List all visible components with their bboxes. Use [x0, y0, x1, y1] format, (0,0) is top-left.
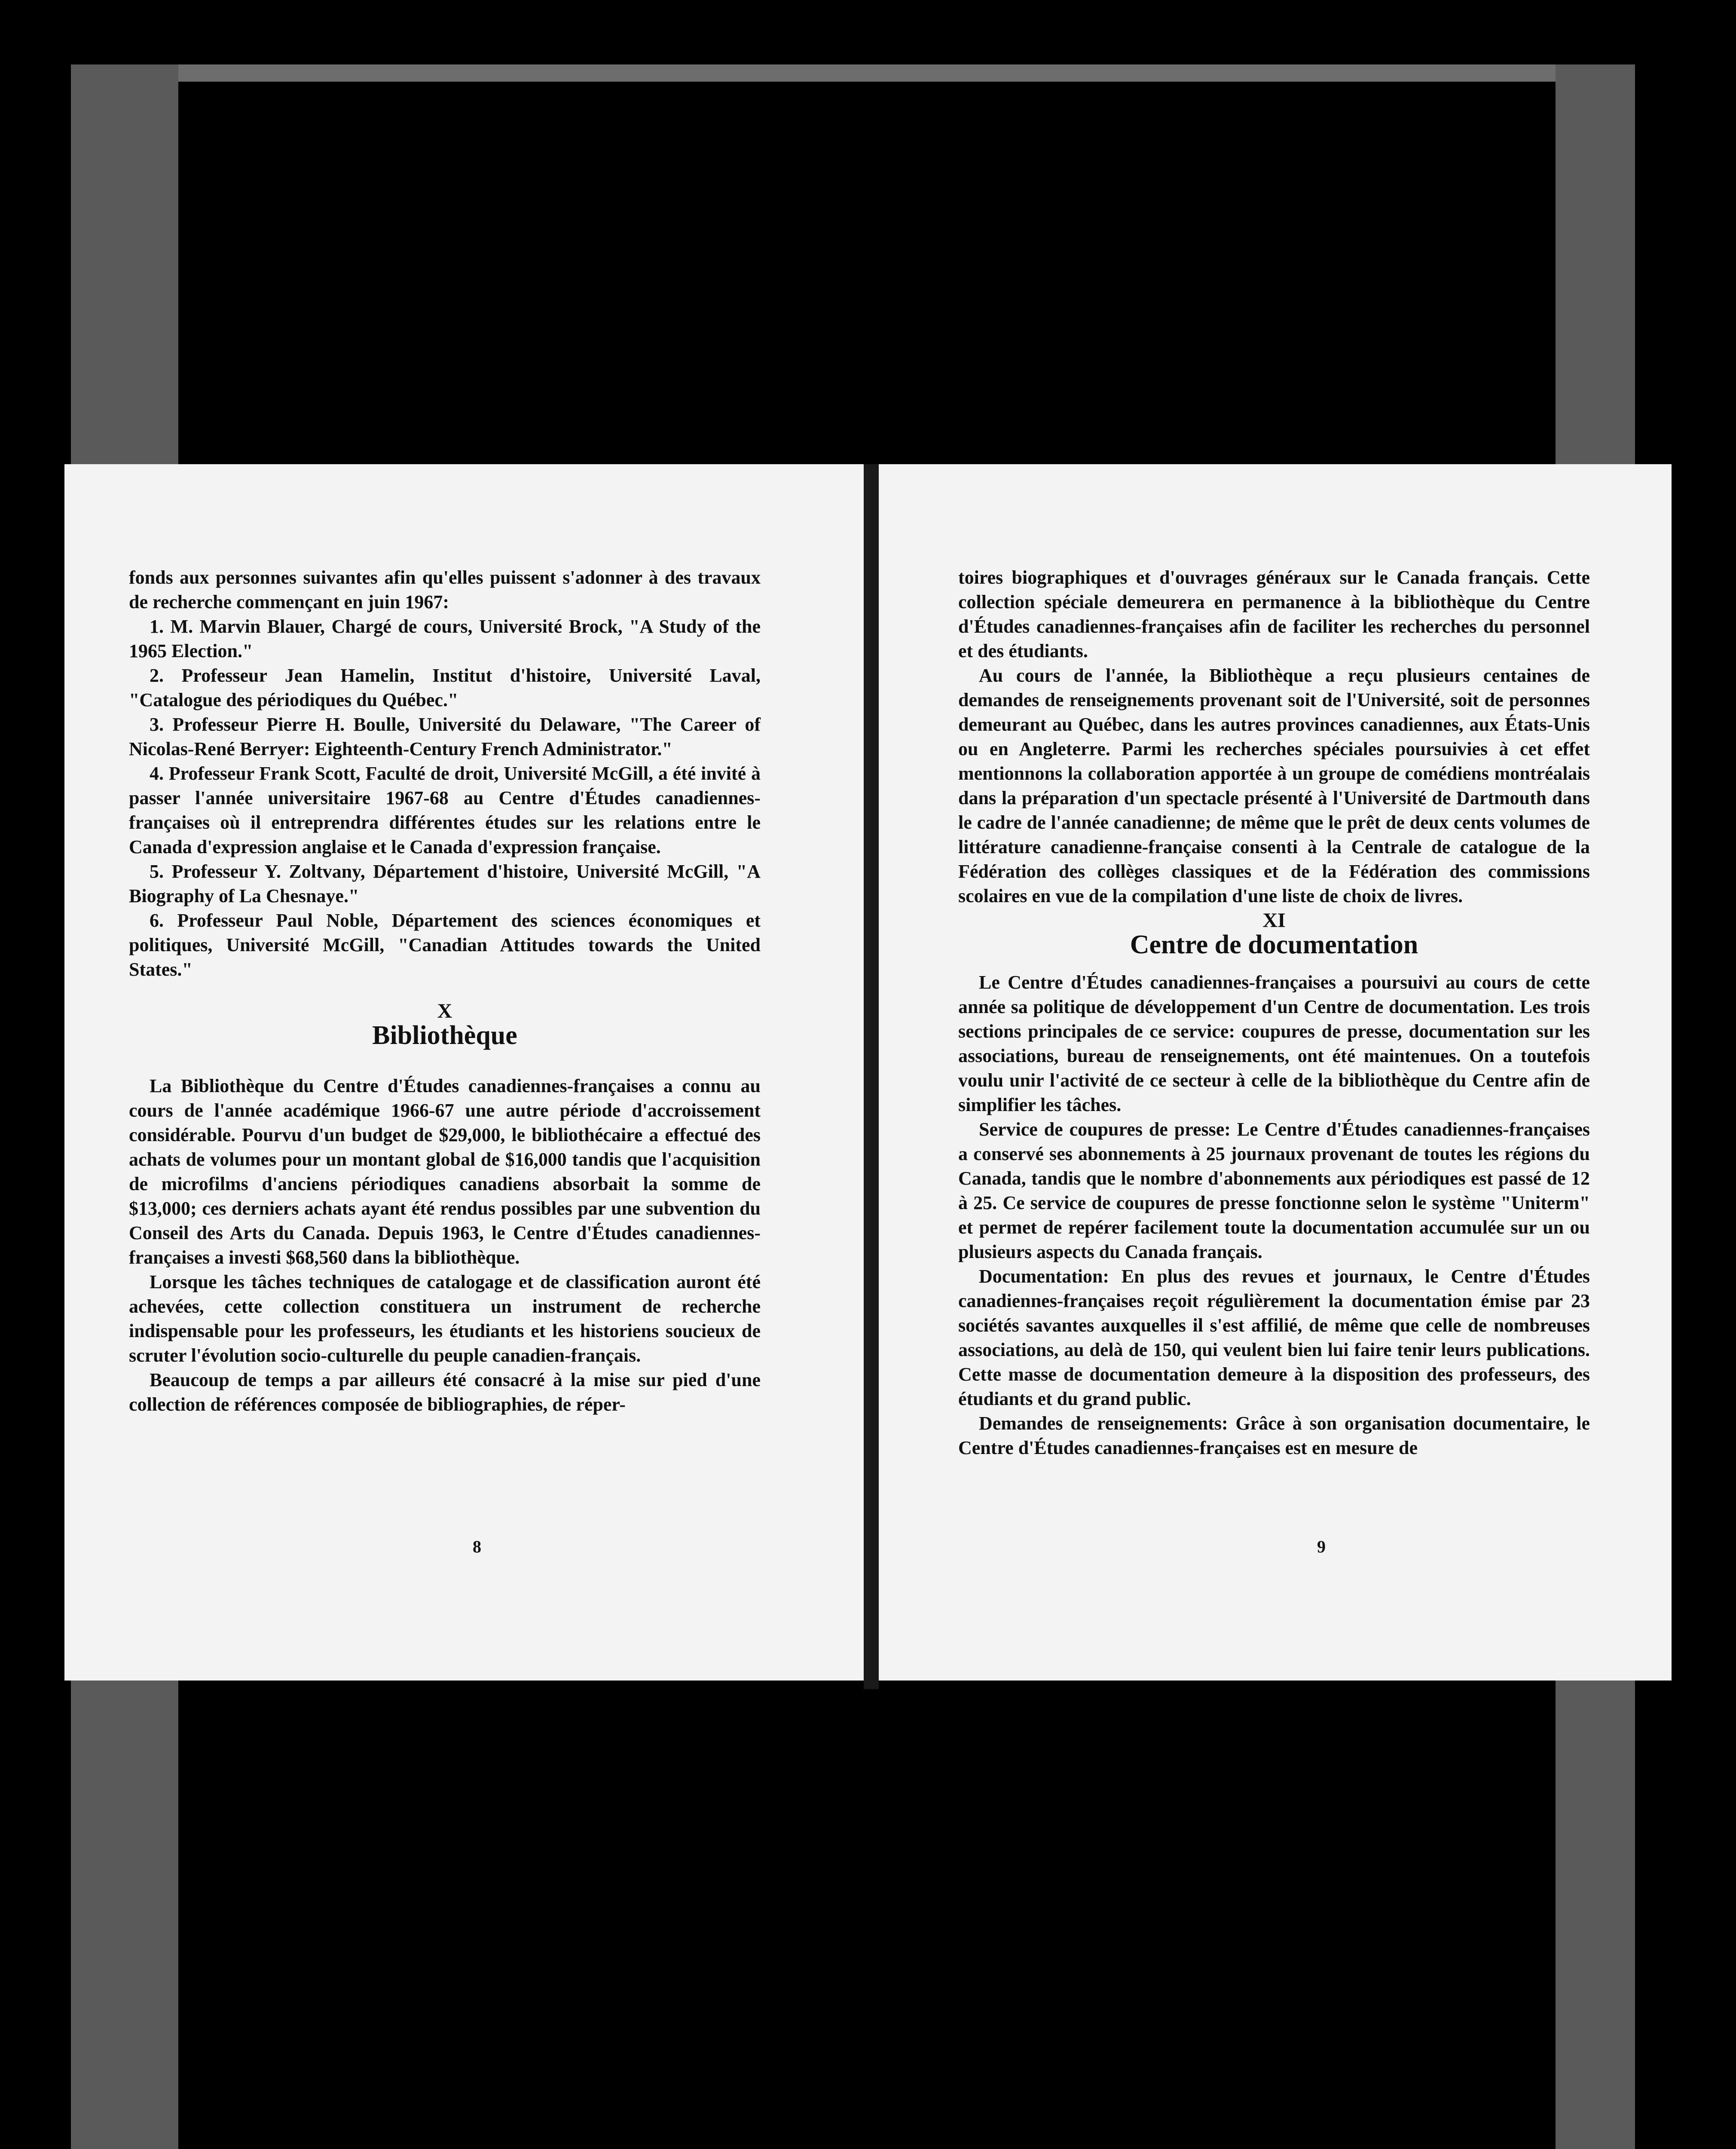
- list-item: 1. M. Marvin Blauer, Chargé de cours, Université Brock, "A Study of the 1965 Election.": [129, 616, 761, 661]
- paragraph: Demandes de renseignements: Grâce à son organisation documentaire, le Centre d'Études canadiennes-françaises est en mesure de: [958, 1413, 1590, 1458]
- section-number: XI: [1262, 909, 1286, 932]
- page-number: 8: [473, 1537, 481, 1556]
- paragraph: Le Centre d'Études canadiennes-françaises a poursuivi au cours de cette année sa politique de développement d'un Centre de documentation. Les trois sections principales de ce service: coupures de presse, documentation sur les associations, bureau de renseignements, ont été maintenues. On a toutefois voulu unir l'activité de ce secteur à celle de la bibliothèque du Centre afin de simplifier les tâches.: [958, 972, 1590, 1115]
- list-item: 5. Professeur Y. Zoltvany, Département d'histoire, Université McGill, "A Biography of La Chesnaye.": [129, 861, 761, 906]
- list-item: 2. Professeur Jean Hamelin, Institut d'histoire, Université Laval, "Catalogue des périodiques du Québec.": [129, 665, 761, 710]
- page-gutter: [864, 464, 879, 1689]
- left-page: [64, 464, 864, 1681]
- film-top-edge: [71, 64, 1635, 82]
- paragraph: toires biographiques et d'ouvrages généraux sur le Canada français. Cette collection spéciale demeurera en permanence à la bibliothèque du Centre d'Études canadiennes-françaises afin de faciliter les recherches du personnel et des étudiants.: [958, 567, 1590, 661]
- right-page: [879, 464, 1672, 1681]
- paragraph: Au cours de l'année, la Bibliothèque a reçu plusieurs centaines de demandes de renseignements provenant soit de l'Université, soit de personnes demeurant au Québec, dans les autres provinces canadiennes, aux États-Unis ou en Angleterre. Parmi les recherches spéciales poursuivies à cet effet mentionnons la collaboration apportée à un groupe de comédiens montréalais dans la préparation d'un spectacle présenté à l'Université de Dartmouth dans le cadre de l'année canadienne; de même que le prêt de deux cents volumes de littérature canadienne-française consenti à la Centrale de catalogue de la Fédération des collèges classiques et de la Fédération des commissions scolaires en vue de la compilation d'une liste de choix de livres.: [958, 665, 1590, 906]
- right-page-text: [958, 565, 1590, 1460]
- paragraph: La Bibliothèque du Centre d'Études canadiennes-françaises a connu au cours de l'année académique 1966-67 une autre période d'accroissement considérable. Pourvu d'un budget de $29,000, le bibliothécaire a effectué des achats de volumes pour un montant global de $16,000 tandis que l'acquisition de microfilms d'anciens périodiques canadiens absorbait la somme de $13,000; ces derniers achats ayant été rendus possibles par une subvention du Conseil des Arts du Canada. Depuis 1963, le Centre d'Études canadiennes-françaises a investi $68,560 dans la bibliothèque.: [129, 1075, 761, 1268]
- list-item: 3. Professeur Pierre H. Boulle, Université du Delaware, "The Career of Nicolas-René Berryer: Eighteenth-Century French Administrator.": [129, 714, 761, 759]
- paragraph: fonds aux personnes suivantes afin qu'elles puissent s'adonner à des travaux de recherche commençant en juin 1967:: [129, 567, 761, 612]
- page-number: 9: [1317, 1537, 1326, 1556]
- list-item: 4. Professeur Frank Scott, Faculté de droit, Université McGill, a été invité à passer l'année universitaire 1967-68 au Centre d'Études canadiennes-françaises où il entreprendra différentes études sur les relations entre le Canada d'expression anglaise et le Canada d'expression française.: [129, 763, 761, 857]
- paragraph: Beaucoup de temps a par ailleurs été consacré à la mise sur pied d'une collection de références composée de bibliographies, de réper-: [129, 1369, 761, 1415]
- paragraph: Lorsque les tâches techniques de catalogage et de classification auront été achevées, cette collection constituera un instrument de recherche indispensable pour les professeurs, les étudiants et les historiens soucieux de scruter l'évolution socio-culturelle du peuple canadien-français.: [129, 1271, 761, 1366]
- section-title: Centre de documentation: [1130, 930, 1418, 959]
- paragraph: Documentation: En plus des revues et journaux, le Centre d'Études canadiennes-françaises reçoit régulièrement la documentation émise par 23 sociétés savantes auxquelles il s'est affilié, de même que celle de nombreuses associations, au delà de 150, qui veulent bien lui faire tenir leurs publications. Cette masse de documentation demeure à la disposition des professeurs, des étudiants et du grand public.: [958, 1266, 1590, 1409]
- section-number: X: [437, 1000, 452, 1022]
- left-page-text: [129, 565, 761, 1417]
- book-spread: [64, 464, 1672, 1689]
- list-item: 6. Professeur Paul Noble, Département des sciences économiques et politiques, Université McGill, "Canadian Attitudes towards the United States.": [129, 910, 761, 980]
- paragraph: Service de coupures de presse: Le Centre d'Études canadiennes-françaises a conservé ses abonnements à 25 journaux provenant de toutes les régions du Canada, tandis que le nombre d'abonnements aux périodiques est passé de 12 à 25. Ce service de coupures de presse fonctionne selon le système "Uniterm" et permet de repérer facilement toute la documentation accumulée sur un ou plusieurs aspects du Canada français.: [958, 1119, 1590, 1262]
- section-title: Bibliothèque: [372, 1021, 517, 1050]
